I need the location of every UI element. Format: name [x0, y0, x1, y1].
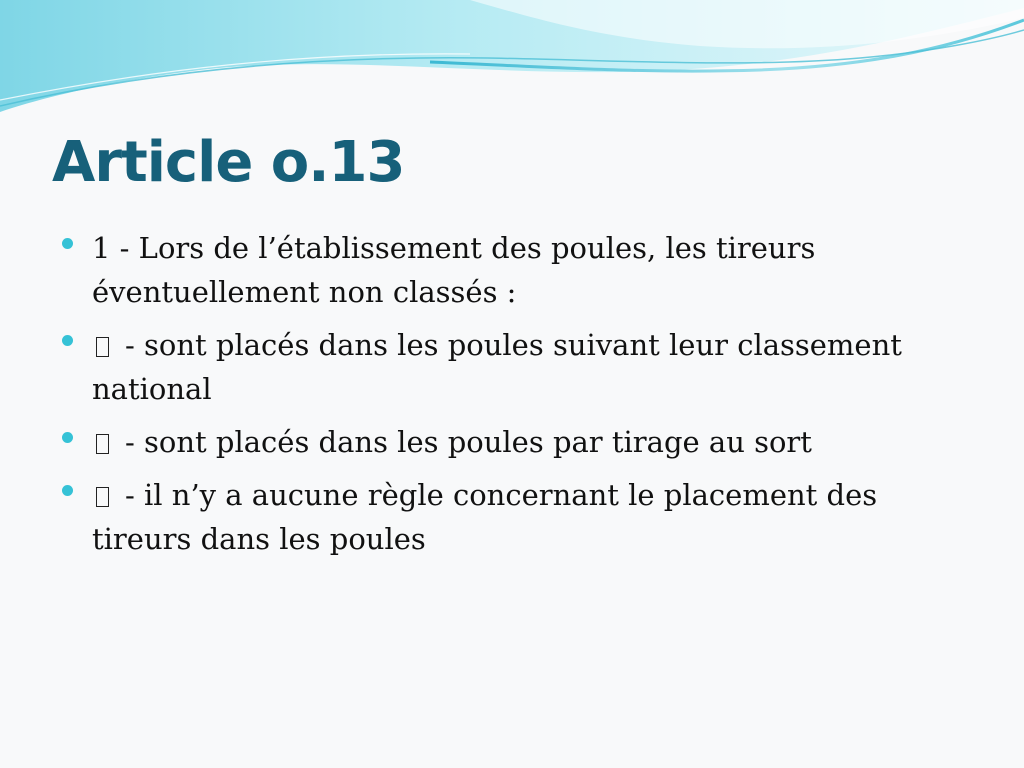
bullet-list — [62, 226, 982, 570]
round-bullet-icon — [62, 335, 73, 346]
round-bullet-icon — [62, 485, 73, 496]
empty-box-icon — [96, 487, 109, 507]
wave-decoration-icon — [0, 0, 1024, 120]
slide-title: Article o.13 — [52, 130, 405, 195]
round-bullet-icon — [62, 432, 73, 443]
empty-box-icon — [96, 337, 109, 357]
list-item — [62, 226, 982, 314]
bullet-text: 1 - Lors de l’établissement des poules, les tireurs éventuellement non classés : — [92, 231, 816, 309]
round-bullet-icon — [62, 238, 73, 249]
list-item — [62, 420, 982, 464]
list-item — [62, 473, 982, 561]
list-item — [62, 323, 982, 411]
empty-box-icon — [96, 434, 109, 454]
bullet-text: - il n’y a aucune règle concernant le placement des tireurs dans les poules — [92, 478, 878, 556]
bullet-text: - sont placés dans les poules suivant leur classement national — [92, 328, 902, 406]
bullet-text: - sont placés dans les poules par tirage au sort — [125, 425, 812, 459]
